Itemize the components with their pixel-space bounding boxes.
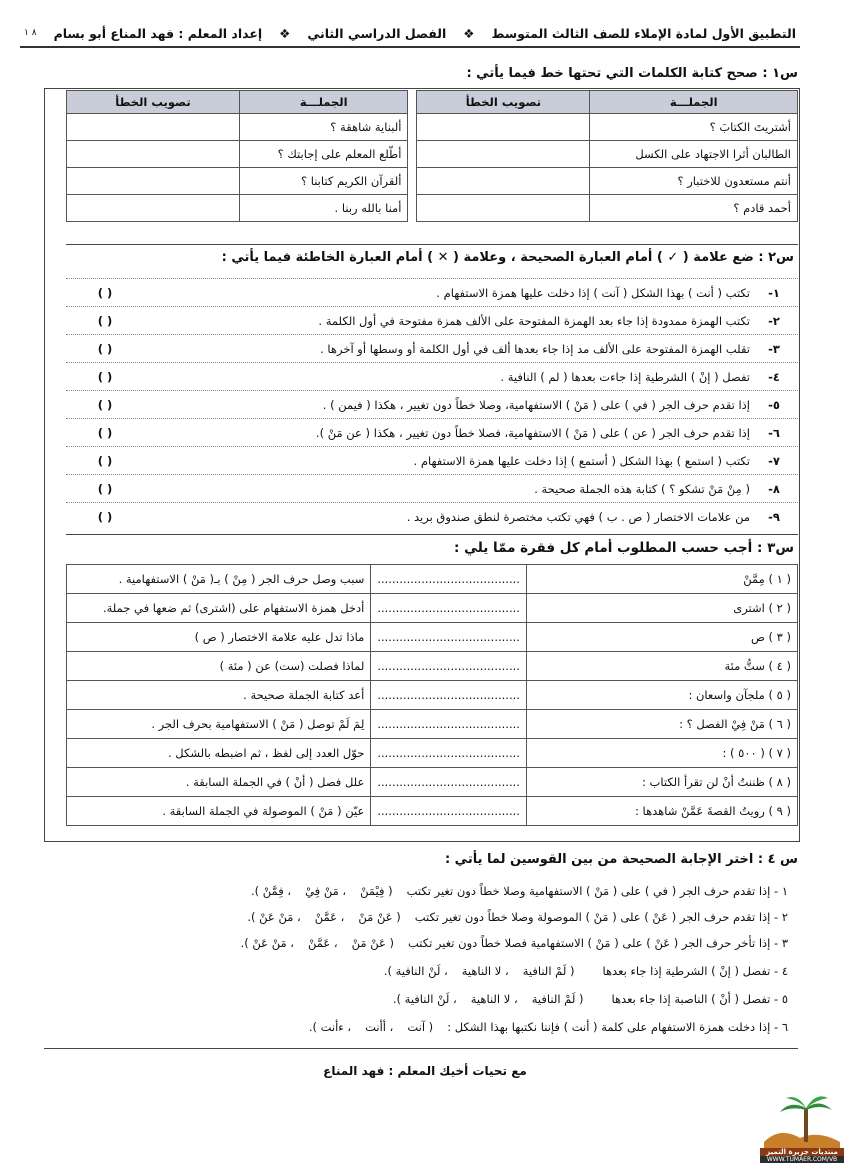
divider [44, 1048, 798, 1049]
q3-answer-line[interactable]: ....................................... [371, 768, 527, 797]
q2-item-number: ٥- [768, 398, 780, 412]
q2-item [66, 278, 798, 307]
q3-table [66, 564, 798, 826]
q3-question: لِمَ لَمْ توصل ( مَنْ ) الاستفهامية بحرف الجر . [67, 710, 371, 739]
q4-option[interactable]: ، لَنْ النافية ) [396, 992, 457, 1006]
q2-item-text: من علامات الاختصار ( ص . ب ) فهي تكتب مختصرة لنطق صندوق بريد . [406, 510, 750, 524]
q3-answer-line[interactable]: ....................................... [371, 797, 527, 826]
q2-item-number: ٦- [768, 426, 780, 440]
q1-sentence: الطالبان أثرا الاجتهاد على الكسل [590, 141, 798, 168]
q4-end: . [247, 910, 252, 924]
q3-item: ( ٥ ) ملجآن واسعان : [526, 681, 797, 710]
q3-answer-line[interactable]: ....................................... [371, 565, 527, 594]
q3-title: س٣ : أجب حسب المطلوب أمام كل فقرة ممّا يلي : [453, 540, 794, 556]
q4-option[interactable]: ( لَمْ النافية [531, 992, 584, 1006]
corner-mark: ٨ ١ [24, 28, 37, 38]
q1-answer-cell[interactable] [67, 114, 240, 141]
q3-question: أعد كتابة الجملة صحيحة . [67, 681, 371, 710]
q4-option[interactable]: ( لَمْ النافية [522, 964, 575, 978]
q2-answer-box[interactable]: ( ) [97, 342, 113, 356]
q1-answer-cell[interactable] [417, 114, 590, 141]
q3-question: علل فصل ( أنْ ) في الجملة السابقة . [67, 768, 371, 797]
q2-item-text: إذا تقدم حرف الجر ( عن ) على ( مَنْ ) الاستفهامية، فصلا خطاً دون تغيير ، هكذا ( عن مَنْ ). [315, 426, 750, 440]
q2-item-number: ٣- [768, 342, 780, 356]
q2-item [66, 334, 798, 363]
q1-sentence: أنتم مستعدون للاختبار ؟ [590, 168, 798, 195]
logo-url: WWW.TUMAER.COM/VB [760, 1156, 844, 1163]
q2-item-number: ١- [768, 286, 780, 300]
q2-answer-box[interactable]: ( ) [97, 370, 113, 384]
q2-item-text: تقلب الهمزة المفتوحة على الألف مد إذا جاء بعدها ألف في أول الكلمة أو وسطها أو آخرها . [320, 342, 750, 356]
q3-question: سبب وصل حرف الجر ( مِنْ ) بـ( مَنْ ) الاستفهامية . [67, 565, 371, 594]
q2-answer-box[interactable]: ( ) [97, 314, 113, 328]
logo-caption: منتديات جزيرة التميز [760, 1148, 844, 1156]
q4-item [40, 904, 788, 930]
q2-item [66, 306, 798, 335]
q3-question: عيّن ( مَنْ ) الموصولة في الجملة السابقة . [67, 797, 371, 826]
q3-item: ( ٦ ) مَنْ فِيْ الفصل ؟ : [526, 710, 797, 739]
q3-question: أدخل همزة الاستفهام على (اشترى) ثم ضعها في جملة. [67, 594, 371, 623]
q4-option[interactable]: ، أأنت [365, 1020, 394, 1034]
q2-item [66, 418, 798, 447]
q2-answer-box[interactable]: ( ) [97, 510, 113, 524]
footer-signature: مع تحيات أخيك المعلم : فهد المناع [323, 1064, 527, 1078]
q3-answer-line[interactable]: ....................................... [371, 710, 527, 739]
q2-item [66, 390, 798, 419]
q4-end: . [383, 964, 388, 978]
q3-section [66, 564, 798, 826]
q3-item: ( ٣ ) ص [526, 623, 797, 652]
q2-item-text: تكتب ( استمع ) بهذا الشكل ( أستمع ) إذا دخلت عليها همزة الاستفهام . [413, 454, 750, 468]
q4-option[interactable]: ، لا الناهية [461, 964, 509, 978]
q4-stem: ٣ - إذا تأخر حرف الجر ( عَنْ ) على ( مَنْ ) الاستفهامية فصلا خطاً دون تغير تكتب [407, 936, 788, 950]
q2-item-text: إذا تقدم حرف الجر ( في ) على ( مَنْ ) الاستفهامية، وصلا خطاً دون تغيير ، هكذا ( فيمن ) . [322, 398, 750, 412]
q1-col-sentence-left: الجملـــة [240, 91, 408, 114]
author-label: إعداد المعلم : فهد المناع أبو بسام [53, 25, 263, 41]
q1-sentence: أمنا بالله ربنا . [240, 195, 408, 222]
q2-item-number: ٢- [768, 314, 780, 328]
q4-stem: ٥ - تفصل ( أنْ ) الناصبة إذا جاء بعدها [611, 992, 788, 1006]
q2-answer-box[interactable]: ( ) [97, 286, 113, 300]
q4-option[interactable]: ، لَنْ النافية ) [387, 964, 448, 978]
q4-option[interactable]: ، عَمَّنْ [314, 910, 345, 924]
q3-item: ( ٨ ) ظننتُ أنْ لن تقرأ الكتاب : [526, 768, 797, 797]
q1-col-fix-left: تصويب الخطأ [67, 91, 240, 114]
q3-item: ( ٩ ) رويتُ القصةَ عَمَّنْ شاهدها : [526, 797, 797, 826]
q1-col-sentence-right: الجملـــة [590, 91, 798, 114]
q1-answer-cell[interactable] [417, 168, 590, 195]
q4-stem: ١ - إذا تقدم حرف الجر ( في ) على ( مَنْ ) الاستفهامية وصلا خطاً دون تغير تكتب [406, 884, 788, 898]
q4-option[interactable]: ، مَنْ فِيْ [305, 884, 347, 898]
q3-question: لماذا فصلت (ست) عن ( مئة ) [67, 652, 371, 681]
q1-section [66, 90, 798, 222]
diamond-icon: ❖ [463, 25, 475, 41]
q3-answer-line[interactable]: ....................................... [371, 623, 527, 652]
q2-item [66, 474, 798, 503]
q4-option[interactable]: ، لا الناهية [470, 992, 518, 1006]
q4-stem: ٢ - إذا تقدم حرف الجر ( عَنْ ) على ( مَنْ ) الموصولة وصلا خطاً دون تغير تكتب [414, 910, 788, 924]
q2-title: س٢ : ضع علامة ( ✓ ) أمام العبارة الصحيحة ، وعلامة ( ✕ ) أمام العبارة الخاطئة فيما يأتي : [221, 250, 794, 265]
q4-title: س ٤ : اختر الإجابة الصحيحة من بين القوسين لما يأتي : [444, 852, 798, 867]
q4-item [40, 1014, 788, 1040]
q2-answer-box[interactable]: ( ) [97, 426, 113, 440]
q4-option[interactable]: ، ءأنت ) [312, 1020, 352, 1034]
q4-item [40, 958, 788, 984]
q4-end: . [392, 992, 397, 1006]
q4-stem: ٤ - تفصل ( إنْ ) الشرطية إذا جاء بعدها [602, 964, 788, 978]
q3-item: ( ٧ ) ( ٥٠٠ ) : [526, 739, 797, 768]
q1-answer-cell[interactable] [417, 141, 590, 168]
q2-item-text: ( مِنْ مَنْ تشكو ؟ ) كتابة هذه الجملة صحيحة . [534, 482, 750, 496]
q3-question: حوّل العدد إلى لفظ ، ثم اضبطه بالشكل . [67, 739, 371, 768]
diamond-icon: ❖ [279, 25, 291, 41]
q1-answer-cell[interactable] [67, 141, 240, 168]
q3-item: ( ٤ ) ستُّ مئة [526, 652, 797, 681]
q1-table [66, 90, 798, 222]
forum-logo [760, 1092, 844, 1164]
page-header [20, 20, 800, 48]
q1-answer-cell[interactable] [67, 168, 240, 195]
q2-item-number: ٧- [768, 454, 780, 468]
q4-option[interactable]: ، فِمَّنْ ) [254, 884, 292, 898]
q3-answer-line[interactable]: ....................................... [371, 739, 527, 768]
q2-item-number: ٩- [768, 510, 780, 524]
q2-item [66, 502, 798, 531]
q2-answer-box[interactable]: ( ) [97, 454, 113, 468]
q3-question: ماذا تدل عليه علامة الاختصار ( ص ) [67, 623, 371, 652]
q4-item [40, 878, 788, 904]
q4-end: . [308, 1020, 313, 1034]
term-label: الفصل الدراسي الثاني [307, 25, 447, 41]
q4-option[interactable]: ( آنت [407, 1020, 434, 1034]
q3-item: ( ١ ) مِمَّنْ [526, 565, 797, 594]
q4-option[interactable]: ( عَنْ مَنْ [351, 936, 394, 950]
q2-item-text: تكتب ( أنت ) بهذا الشكل ( آنت ) إذا دخلت عليها همزة الاستفهام . [436, 286, 750, 300]
q2-item-number: ٨- [768, 482, 780, 496]
q1-col-fix-right: تصويب الخطأ [417, 91, 590, 114]
q4-end: . [240, 936, 245, 950]
q1-title: س١ : صحح كتابة الكلمات التي تحتها خط فيما يأتي : [466, 66, 798, 81]
q3-answer-line[interactable]: ....................................... [371, 594, 527, 623]
q4-item [40, 986, 788, 1012]
q4-option[interactable]: ( فِيْمَنْ [360, 884, 393, 898]
q4-item [40, 930, 788, 956]
q1-sentence: أطّلع المعلم على إجابتك ؟ [240, 141, 408, 168]
q2-item-text: تكتب الهمزة ممدودة إذا جاء بعد الهمزة المفتوحة على الألف همزة مفتوحة في أول الكلمة . [318, 314, 750, 328]
q1-sentence: أحمد قادم ؟ [590, 195, 798, 222]
q4-end: . [251, 884, 255, 898]
q1-sentence: ألقرآن الكريم كتابنا ؟ [240, 168, 408, 195]
q1-answer-cell[interactable] [67, 195, 240, 222]
q1-sentence: أشتريتَ الكتابَ ؟ [590, 114, 798, 141]
worksheet-title: التطبيق الأول لمادة الإملاء للصف الثالث المتوسط [491, 25, 796, 41]
q2-item [66, 446, 798, 475]
q4-option[interactable]: ، مَنْ عَنْ ) [251, 910, 301, 924]
q2-answer-box[interactable]: ( ) [97, 398, 113, 412]
q4-option[interactable]: ، مَنْ عَنْ ) [244, 936, 294, 950]
q4-option[interactable]: ، عَمَّنْ [307, 936, 338, 950]
q3-item: ( ٢ ) اشترى [526, 594, 797, 623]
q2-item [66, 362, 798, 391]
q3-answer-line[interactable]: ....................................... [371, 681, 527, 710]
q1-answer-cell[interactable] [417, 195, 590, 222]
q2-item-number: ٤- [768, 370, 780, 384]
q1-sentence: ألبناية شاهقة ؟ [240, 114, 408, 141]
q2-item-text: تفصل ( إنْ ) الشرطية إذا جاءت بعدها ( لم ) النافية . [500, 370, 750, 384]
q2-answer-box[interactable]: ( ) [97, 482, 113, 496]
q4-stem: ٦ - إذا دخلت همزة الاستفهام على كلمة ( أنت ) فإننا نكتبها بهذا الشكل : [447, 1020, 788, 1034]
q4-option[interactable]: ( عَنْ مَنْ [358, 910, 401, 924]
q3-answer-line[interactable]: ....................................... [371, 652, 527, 681]
